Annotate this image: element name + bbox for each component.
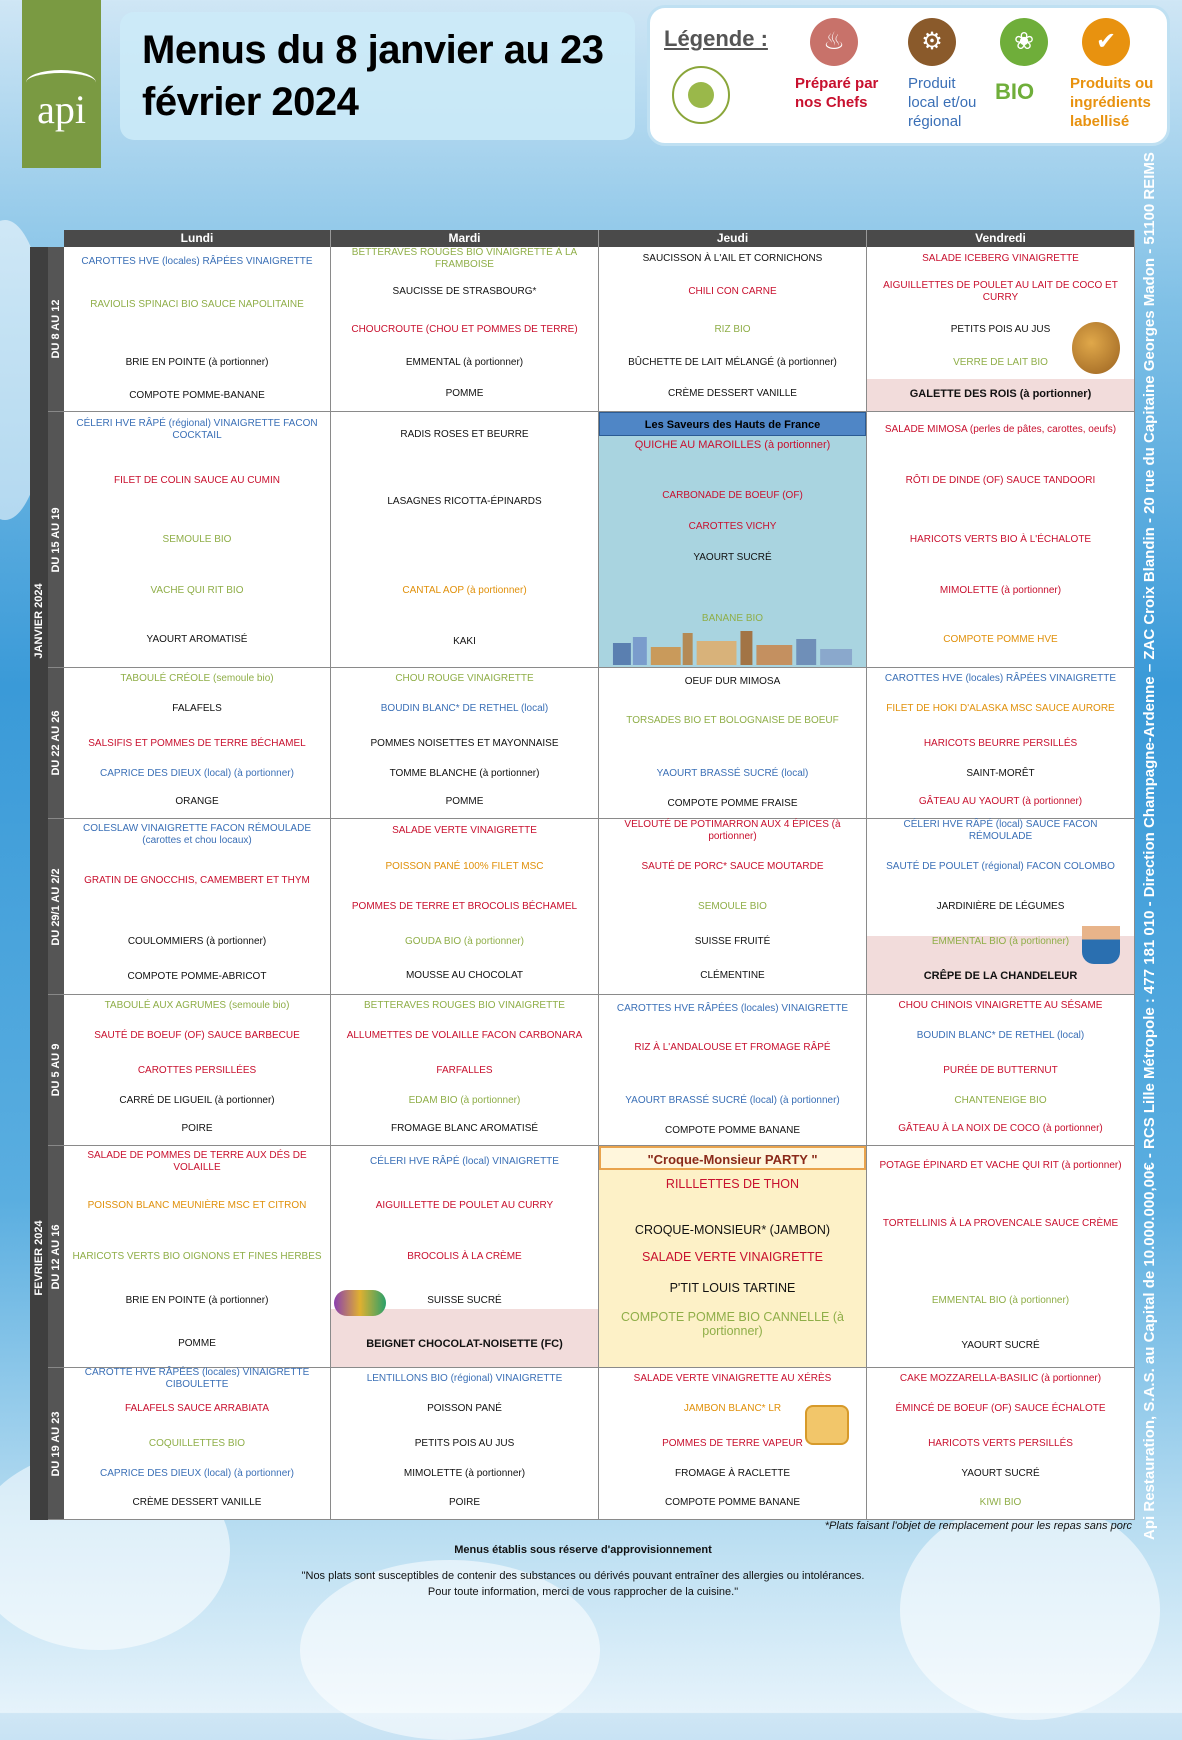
menu-item: EMMENTAL BIO (à portionner) — [931, 936, 1070, 948]
menu-cell — [64, 995, 331, 1146]
menu-cell — [64, 1368, 331, 1520]
menu-item: POISSON PANÉ — [427, 1403, 502, 1415]
menu-item: MOUSSE AU CHOCOLAT — [405, 969, 524, 981]
menu-item: GÂTEAU À LA NOIX DE COCO (à portionner) — [898, 1123, 1103, 1135]
menu-item: BÛCHETTE DE LAIT MÉLANGÉ (à portionner) — [628, 356, 837, 368]
menu-cell — [867, 1368, 1135, 1520]
menu-item: SALADE VERTE VINAIGRETTE — [641, 1250, 824, 1264]
menu-item: SAUTÉ DE POULET (régional) FACON COLOMBO — [886, 860, 1115, 872]
menu-item: CAROTTES VICHY — [688, 521, 777, 533]
menu-item: FILET DE HOKI D'ALASKA MSC SAUCE AURORE — [886, 702, 1115, 714]
week-label: DU 12 AU 16 — [48, 1146, 64, 1368]
menu-item: CÉLERI HVE RÂPÉ (régional) VINAIGRETTE FACON COCKTAIL — [76, 417, 318, 441]
menu-item: FARFALLES — [436, 1064, 493, 1076]
menu-item: SAUCISSE DE STRASBOURG* — [392, 285, 537, 297]
terre-vive-seal — [672, 66, 730, 124]
menu-item: GÂTEAU AU YAOURT (à portionner) — [918, 796, 1083, 808]
menu-item: BEIGNET CHOCOLAT-NOISETTE (FC) — [366, 1337, 563, 1350]
menu-item: RIZ BIO — [714, 323, 751, 335]
menu-item: PETITS POIS AU JUS — [950, 323, 1051, 335]
menu-item: BRIE EN POINTE (à portionner) — [125, 1295, 269, 1307]
menu-item: COMPOTE POMME HVE — [943, 633, 1058, 645]
menu-item: P'TIT LOUIS TARTINE — [669, 1281, 796, 1296]
allergy-note-2: Pour toute information, merci de vous rapprocher de la cuisine." — [427, 1586, 739, 1598]
menu-item: TABOULÉ CRÉOLE (semoule bio) — [120, 672, 274, 684]
chef-pot-icon: ♨ — [810, 18, 858, 66]
menu-cell — [331, 995, 599, 1146]
menu-item: CAPRICE DES DIEUX (local) (à portionner) — [100, 1468, 294, 1480]
menu-item: RÔTI DE DINDE (OF) SAUCE TANDOORI — [905, 475, 1096, 487]
menu-item: ÉMINCÉ DE BOEUF (OF) SAUCE ÉCHALOTE — [895, 1403, 1106, 1415]
menu-item: FALAFELS SAUCE ARRABIATA — [124, 1403, 270, 1415]
menu-item: FILET DE COLIN SAUCE AU CUMIN — [114, 475, 280, 487]
menu-cell — [64, 1146, 331, 1368]
menu-item: PURÉE DE BUTTERNUT — [943, 1064, 1058, 1076]
menu-item: BOUDIN BLANC* DE RETHEL (local) — [916, 1029, 1085, 1041]
menu-item: POIRE — [181, 1123, 213, 1135]
menu-item: SUISSE SUCRÉ — [427, 1295, 502, 1307]
menu-item: EMMENTAL (à portionner) — [405, 356, 524, 368]
company-info: Api Restauration, S.A.S. au Capital de 10.000.000,00€ - RCS Lille Métropole : 477 181 010 - Direction Champagne-Ardenne – ZAC Croix Blandin - 20 rue du Capitaine Georges Madon - 51100 REIMS — [1141, 152, 1158, 1540]
party-banner: "Croque-Monsieur PARTY " — [599, 1146, 866, 1170]
menu-item: COMPOTE POMME-BANANE — [129, 389, 265, 401]
menu-item: PETITS POIS AU JUS — [414, 1438, 515, 1449]
menu-item: LASAGNES RICOTTA-ÉPINARDS — [387, 495, 542, 507]
theme-banner: Les Saveurs des Hauts de France — [599, 412, 866, 436]
menu-cell — [331, 819, 599, 995]
menu-item: CARRÉ DE LIGUEIL (à portionner) — [119, 1094, 275, 1106]
month-label: FEVRIER 2024 — [30, 995, 48, 1520]
week-label: DU 29/1 AU 2/2 — [48, 819, 64, 995]
menu-cell — [331, 412, 599, 668]
menu-item: YAOURT SUCRÉ — [961, 1339, 1040, 1351]
menu-item: YAOURT AROMATISÉ — [146, 633, 248, 645]
local-product-icon: ⚙ — [908, 18, 956, 66]
legend-label: Préparé par nos Chefs — [795, 75, 879, 111]
menu-item: COMPOTE POMME BIO CANNELLE (à portionner) — [621, 1309, 844, 1338]
menu-item: COULOMMIERS (à portionner) — [127, 936, 267, 948]
menu-item: SALADE MIMOSA (perles de pâtes, carottes, oeufs) — [884, 423, 1117, 435]
menu-item: VERRE DE LAIT BIO — [953, 356, 1048, 368]
menu-item: KIWI BIO — [979, 1497, 1022, 1509]
menu-item: SEMOULE BIO — [698, 901, 767, 912]
menu-item: POMMES NOISETTES ET MAYONNAISE — [370, 737, 559, 749]
menu-item: BETTERAVES ROUGES BIO VINAIGRETTE À LA FRAMBOISE — [351, 246, 578, 270]
menu-cell — [64, 412, 331, 668]
menu-item: GRATIN DE GNOCCHIS, CAMEMBERT ET THYM — [84, 874, 310, 886]
menu-cell — [64, 819, 331, 995]
menu-item: CHOU ROUGE VINAIGRETTE — [395, 672, 534, 684]
menu-cell — [599, 995, 867, 1146]
menu-item: HARICOTS VERTS PERSILLÉS — [928, 1438, 1073, 1449]
legend-title: Légende : — [664, 26, 768, 51]
menu-item: SALSIFIS ET POMMES DE TERRE BÉCHAMEL — [88, 737, 306, 749]
menu-item: CARBONADE DE BOEUF (OF) — [662, 490, 803, 502]
menu-item: RILLLETTES DE THON — [665, 1176, 800, 1191]
menu-item: COMPOTE POMME-ABRICOT — [127, 971, 267, 983]
menu-cell — [867, 1146, 1135, 1368]
menu-item: EDAM BIO (à portionner) — [408, 1094, 521, 1106]
menu-cell — [331, 668, 599, 819]
menu-item: CÉLERI HVE RÂPÉ (local) SAUCE FACON RÉMOULADE — [903, 819, 1098, 843]
menu-item: POIRE — [448, 1497, 481, 1509]
legend-label: Produits ou ingrédients labellisé — [1070, 75, 1154, 130]
menu-item: BRIE EN POINTE (à portionner) — [125, 356, 269, 368]
menu-item: POMMES DE TERRE ET BROCOLIS BÉCHAMEL — [351, 901, 578, 912]
menu-item: BANANE BIO — [701, 613, 764, 625]
menu-item: CRÊPE DE LA CHANDELEUR — [923, 969, 1078, 982]
menu-item: CAROTTES HVE (locales) RÂPÉES VINAIGRETTE — [884, 672, 1117, 684]
menu-item: RIZ À L'ANDALOUSE ET FROMAGE RÂPÉ — [634, 1041, 831, 1053]
menu-item: CROQUE-MONSIEUR* (JAMBON) — [634, 1223, 831, 1238]
menu-item: FROMAGE BLANC AROMATISÉ — [390, 1123, 539, 1135]
menu-cell — [599, 819, 867, 995]
menu-item: YAOURT BRASSÉ SUCRÉ (local) — [656, 767, 809, 779]
carnival-mask-icon — [334, 1290, 386, 1316]
menu-cell — [867, 412, 1135, 668]
menu-item: CLÉMENTINE — [700, 969, 765, 981]
menu-item: POISSON BLANC MEUNIÈRE MSC ET CITRON — [87, 1199, 307, 1211]
menu-item: SAUTÉ DE PORC* SAUCE MOUTARDE — [641, 860, 824, 872]
menu-cell — [867, 995, 1135, 1146]
menu-item: POISSON PANÉ 100% FILET MSC — [385, 860, 544, 872]
galette-king-mascot — [1072, 322, 1120, 374]
menu-cell — [599, 668, 867, 819]
day-header: Lundi — [64, 230, 331, 247]
menu-cell — [599, 247, 867, 412]
crepe-chef-mascot — [1082, 910, 1120, 964]
menu-item: ORANGE — [175, 796, 219, 808]
label-medal-icon: ✔ — [1082, 18, 1130, 66]
legend-label: Produit local et/ou régional — [908, 75, 977, 130]
day-header: Mardi — [331, 230, 599, 247]
menu-item: CHOUCROUTE (CHOU ET POMMES DE TERRE) — [351, 323, 578, 335]
menu-item: POMMES DE TERRE VAPEUR — [662, 1438, 803, 1449]
menu-item: CAKE MOZZARELLA-BASILIC (à portionner) — [899, 1372, 1102, 1384]
snow-decoration — [900, 1500, 1160, 1720]
week-label: DU 15 AU 19 — [48, 412, 64, 668]
menu-cell — [331, 247, 599, 412]
menu-item: AIGUILLETTES DE POULET AU LAIT DE COCO ET CURRY — [883, 279, 1118, 303]
menu-item: TORSADES BIO ET BOLOGNAISE DE BOEUF — [626, 714, 839, 726]
menu-item: COMPOTE POMME BANANE — [664, 1124, 800, 1136]
menu-item: CAROTTES PERSILLÉES — [137, 1064, 257, 1076]
legend-box — [647, 5, 1170, 146]
menu-item: POTAGE ÉPINARD ET VACHE QUI RIT (à portionner) — [879, 1159, 1122, 1171]
menu-item: SEMOULE BIO — [162, 534, 232, 545]
leaf-icon: ❀ — [1000, 18, 1048, 66]
menu-item: BROCOLIS À LA CRÈME — [407, 1251, 522, 1262]
logo-text: api — [37, 87, 86, 132]
menu-item: ALLUMETTES DE VOLAILLE FACON CARBONARA — [346, 1029, 583, 1041]
menu-item: QUICHE AU MAROILLES (à portionner) — [634, 439, 831, 452]
month-label: JANVIER 2024 — [30, 247, 48, 995]
menu-item: CANTAL AOP (à portionner) — [402, 585, 527, 597]
city-skyline-illustration — [603, 629, 862, 665]
menu-item: KAKI — [453, 636, 476, 648]
menu-item: JAMBON BLANC* LR — [683, 1403, 782, 1415]
menu-item: AIGUILLETTE DE POULET AU CURRY — [375, 1199, 554, 1211]
menu-cell — [599, 412, 867, 668]
menu-item: BOUDIN BLANC* DE RETHEL (local) — [380, 702, 549, 714]
menu-cell — [64, 247, 331, 412]
menu-grid — [30, 230, 1136, 1510]
menu-item: MIMOLETTE (à portionner) — [403, 1468, 526, 1480]
menu-item: CAPRICE DES DIEUX (local) (à portionner) — [100, 767, 294, 779]
menu-item: COQUILLETTES BIO — [148, 1438, 246, 1449]
menu-cell — [867, 819, 1135, 995]
menu-item: SALADE VERTE VINAIGRETTE — [392, 825, 537, 837]
page-title: Menus du 8 janvier au 23 février 2024 — [142, 28, 604, 124]
api-logo — [22, 0, 101, 168]
menu-item: COMPOTE POMME FRAISE — [667, 797, 798, 809]
menu-item: JARDINIÈRE DE LÉGUMES — [936, 901, 1065, 912]
menu-item: HARICOTS BEURRE PERSILLÉS — [923, 737, 1078, 749]
day-header: Jeudi — [599, 230, 867, 247]
menu-item: BETTERAVES ROUGES BIO VINAIGRETTE — [364, 999, 565, 1011]
menu-item: RADIS ROSES ET BEURRE — [400, 429, 529, 441]
menu-item: TOMME BLANCHE (à portionner) — [389, 767, 540, 779]
menu-item: OEUF DUR MIMOSA — [684, 675, 781, 687]
menu-item: CHILI CON CARNE — [688, 285, 777, 297]
week-label: DU 22 AU 26 — [48, 668, 64, 819]
croque-toast-mascot — [805, 1405, 849, 1445]
menu-item: YAOURT SUCRÉ — [693, 551, 772, 563]
menu-item: VELOUTÉ DE POTIMARRON AUX 4 ÉPICES (à portionner) — [624, 819, 841, 843]
menu-item: CRÈME DESSERT VANILLE — [668, 387, 797, 399]
pork-note: *Plats faisant l'objet de remplacement pour les repas sans porc — [824, 1520, 1132, 1532]
menu-item: MIMOLETTE (à portionner) — [939, 585, 1062, 597]
menu-item: POMME — [178, 1337, 216, 1349]
menu-item: SALADE DE POMMES DE TERRE AUX DÉS DE VOLAILLE — [87, 1149, 307, 1173]
week-label: DU 8 AU 12 — [48, 247, 64, 412]
menu-item: CAROTTES HVE (locales) RÂPÉES VINAIGRETTE — [81, 255, 313, 267]
menu-item: TABOULÉ AUX AGRUMES (semoule bio) — [104, 999, 290, 1011]
menu-item: FALAFELS — [172, 702, 222, 714]
menu-cell — [331, 1368, 599, 1520]
menu-cell — [64, 668, 331, 819]
allergy-note-1: "Nos plats sont susceptibles de contenir des substances ou dérivés pouvant entraîner des allergies ou intolérances. — [301, 1570, 865, 1582]
week-label: DU 19 AU 23 — [48, 1368, 64, 1520]
menu-item: COLESLAW VINAIGRETTE FACON RÉMOULADE (carottes et chou locaux) — [82, 822, 311, 846]
menu-item: CRÈME DESSERT VANILLE — [132, 1497, 262, 1509]
menu-cell — [599, 1146, 867, 1368]
menu-item: EMMENTAL BIO (à portionner) — [931, 1295, 1070, 1307]
menu-item: SUISSE FRUITÉ — [694, 936, 771, 948]
day-header: Vendredi — [867, 230, 1135, 247]
week-label: DU 5 AU 9 — [48, 995, 64, 1146]
menu-item: GALETTE DES ROIS (à portionner) — [909, 387, 1092, 400]
menu-item: VACHE QUI RIT BIO — [150, 585, 244, 597]
menu-item: HARICOTS VERTS BIO OIGNONS ET FINES HERBES — [72, 1251, 322, 1262]
menu-item: RAVIOLIS SPINACI BIO SAUCE NAPOLITAINE — [90, 298, 304, 310]
menu-item: SAUCISSON À L'AIL ET CORNICHONS — [642, 252, 823, 264]
menu-item: CHANTENEIGE BIO — [954, 1094, 1047, 1106]
menu-item: YAOURT BRASSÉ SUCRÉ (local) (à portionner) — [625, 1094, 840, 1106]
menu-item: GOUDA BIO (à portionner) — [405, 936, 524, 948]
menu-item: HARICOTS VERTS BIO À L'ÉCHALOTE — [909, 534, 1092, 545]
menu-item: CHOU CHINOIS VINAIGRETTE AU SÉSAME — [898, 999, 1103, 1011]
menu-cell — [331, 1146, 599, 1368]
menu-item: SALADE VERTE VINAIGRETTE AU XÉRÈS — [633, 1372, 832, 1384]
menu-item: POMME — [445, 387, 484, 399]
menu-item: POMME — [445, 796, 484, 808]
menu-item: SAUTÉ DE BOEUF (OF) SAUCE BARBECUE — [94, 1029, 300, 1041]
legend-label: BIO — [995, 79, 1035, 104]
menu-item: CÉLERI HVE RÂPÉ (local) VINAIGRETTE — [370, 1155, 559, 1167]
menu-cell — [867, 668, 1135, 819]
menu-item: SAINT-MORÊT — [966, 767, 1035, 779]
menu-item: COMPOTE POMME BANANE — [664, 1497, 800, 1509]
menu-item: CAROTTES HVE RÂPÉES (locales) VINAIGRETTE — [616, 1002, 849, 1014]
supply-note: Menus établis sous réserve d'approvisionnement — [454, 1544, 712, 1556]
menu-item: TORTELLINIS À LA PROVENCALE SAUCE CRÈME — [882, 1217, 1119, 1229]
menu-item: SALADE ICEBERG VINAIGRETTE — [922, 252, 1079, 264]
menu-item: CAROTTE HVE RÂPÉES (locales) VINAIGRETTE CIBOULETTE — [84, 1366, 310, 1390]
menu-item: FROMAGE À RACLETTE — [674, 1468, 790, 1480]
menu-item: YAOURT SUCRÉ — [961, 1468, 1040, 1480]
menu-item: LENTILLONS BIO (régional) VINAIGRETTE — [366, 1372, 563, 1384]
